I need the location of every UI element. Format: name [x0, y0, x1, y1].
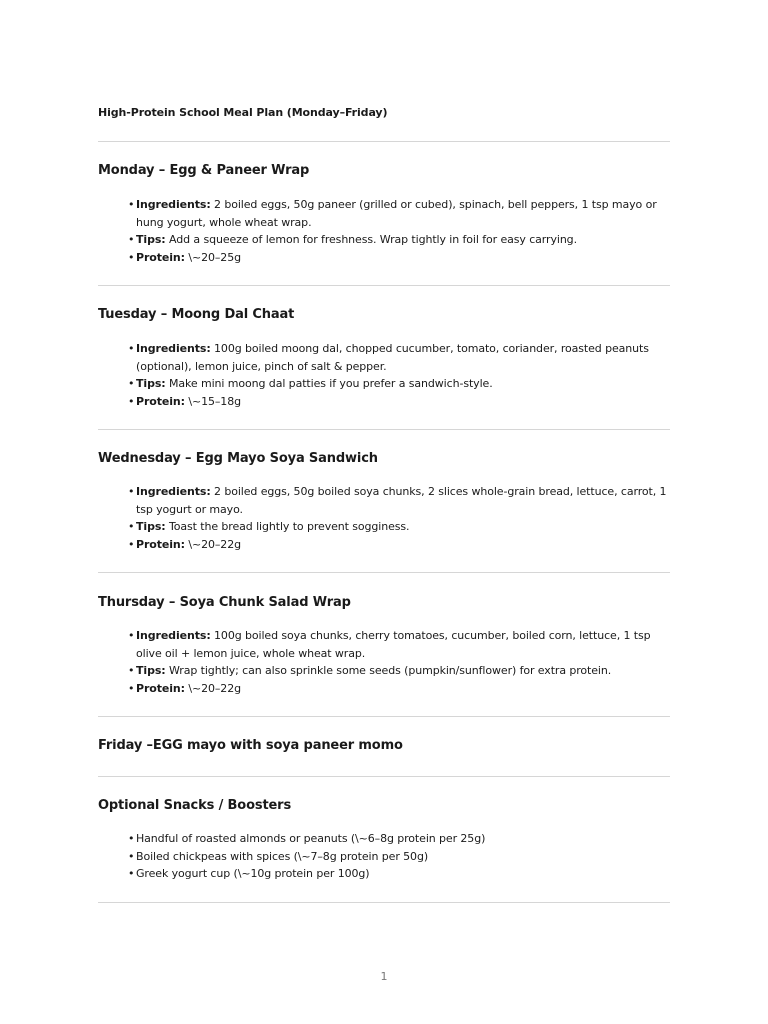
meal-details-monday — [128, 196, 670, 266]
day-heading-friday: Friday –EGG mayo with soya paneer momo — [98, 738, 403, 753]
ingredients-text: 2 boiled eggs, 50g paneer (grilled or cubed), spinach, bell peppers, 1 tsp mayo or hung yogurt, whole wheat wrap. — [136, 198, 657, 229]
day-heading-tuesday: Tuesday – Moong Dal Chaat — [98, 307, 295, 322]
bullet: • — [128, 485, 135, 498]
protein-label: Protein: — [136, 250, 185, 264]
protein-item — [128, 680, 670, 698]
tips-label: Tips: — [136, 233, 166, 246]
bullet: • — [128, 394, 135, 408]
snack-item — [128, 830, 670, 848]
protein-label: Protein: — [136, 537, 185, 551]
protein-item — [128, 249, 670, 267]
bullet: • — [128, 233, 135, 246]
bullet: • — [128, 537, 135, 551]
ingredients-text: 2 boiled eggs, 50g boiled soya chunks, 2 slices whole-grain bread, lettuce, carrot, 1 tsp yogurt or mayo. — [136, 485, 667, 516]
tips-label: Tips: — [136, 664, 166, 677]
bullet: • — [128, 664, 135, 677]
tips-item — [128, 518, 670, 536]
snack-text: Handful of roasted almonds or peanuts (\~6–8g protein per 25g) — [136, 832, 486, 845]
bullet: • — [128, 867, 135, 880]
divider — [98, 716, 670, 717]
bullet: • — [128, 342, 135, 355]
snack-text: Boiled chickpeas with spices (\~7–8g protein per 50g) — [136, 849, 429, 863]
divider — [98, 285, 670, 286]
snack-text: Greek yogurt cup (\~10g protein per 100g) — [136, 867, 370, 880]
ingredients-label: Ingredients: — [136, 198, 211, 211]
ingredients-text: 100g boiled soya chunks, cherry tomatoes, cucumber, boiled corn, lettuce, 1 tsp olive oil + lemon juice, whole wheat wrap. — [136, 629, 651, 660]
bullet: • — [128, 377, 135, 390]
protein-text: \~15–18g — [188, 394, 241, 408]
ingredients-item — [128, 627, 670, 662]
protein-item — [128, 393, 670, 411]
divider — [98, 776, 670, 777]
bullet: • — [128, 198, 135, 211]
protein-text: \~20–22g — [188, 537, 241, 551]
tips-text: Add a squeeze of lemon for freshness. Wrap tightly in foil for easy carrying. — [169, 233, 577, 246]
protein-label: Protein: — [136, 394, 185, 408]
divider — [98, 902, 670, 903]
bullet: • — [128, 849, 135, 863]
ingredients-label: Ingredients: — [136, 485, 211, 498]
page-number: 1 — [380, 970, 388, 983]
snack-item — [128, 865, 670, 883]
day-heading-monday: Monday – Egg & Paneer Wrap — [98, 163, 310, 178]
bullet: • — [128, 629, 135, 642]
snacks-heading: Optional Snacks / Boosters — [98, 798, 292, 813]
day-heading-wednesday: Wednesday – Egg Mayo Soya Sandwich — [98, 451, 378, 466]
protein-text: \~20–25g — [188, 250, 241, 264]
tips-label: Tips: — [136, 377, 166, 390]
divider — [98, 141, 670, 142]
meal-details-tuesday — [128, 340, 670, 410]
snacks-list — [128, 830, 670, 883]
divider — [98, 429, 670, 430]
ingredients-label: Ingredients: — [136, 342, 211, 355]
ingredients-item — [128, 340, 670, 375]
protein-label: Protein: — [136, 681, 185, 695]
protein-item — [128, 536, 670, 554]
ingredients-item — [128, 196, 670, 231]
ingredients-text: 100g boiled moong dal, chopped cucumber, tomato, coriander, roasted peanuts (optional), lemon juice, pinch of salt & pepper. — [136, 342, 649, 373]
tips-text: Make mini moong dal patties if you prefer a sandwich-style. — [169, 377, 493, 390]
tips-text: Toast the bread lightly to prevent sogginess. — [169, 520, 410, 533]
bullet: • — [128, 681, 135, 695]
meal-details-thursday — [128, 627, 670, 697]
bullet: • — [128, 832, 135, 845]
tips-item — [128, 231, 670, 249]
snack-item — [128, 848, 670, 866]
tips-label: Tips: — [136, 520, 166, 533]
bullet: • — [128, 250, 135, 264]
document-page — [98, 0, 670, 1024]
tips-item — [128, 375, 670, 393]
divider — [98, 572, 670, 573]
meal-details-wednesday — [128, 483, 670, 553]
ingredients-label: Ingredients: — [136, 629, 211, 642]
bullet: • — [128, 520, 135, 533]
protein-text: \~20–22g — [188, 681, 241, 695]
document-title: High-Protein School Meal Plan (Monday–Friday) — [98, 106, 388, 119]
ingredients-item — [128, 483, 670, 518]
tips-item — [128, 662, 670, 680]
day-heading-thursday: Thursday – Soya Chunk Salad Wrap — [98, 595, 351, 610]
tips-text: Wrap tightly; can also sprinkle some seeds (pumpkin/sunflower) for extra protein. — [169, 664, 612, 677]
